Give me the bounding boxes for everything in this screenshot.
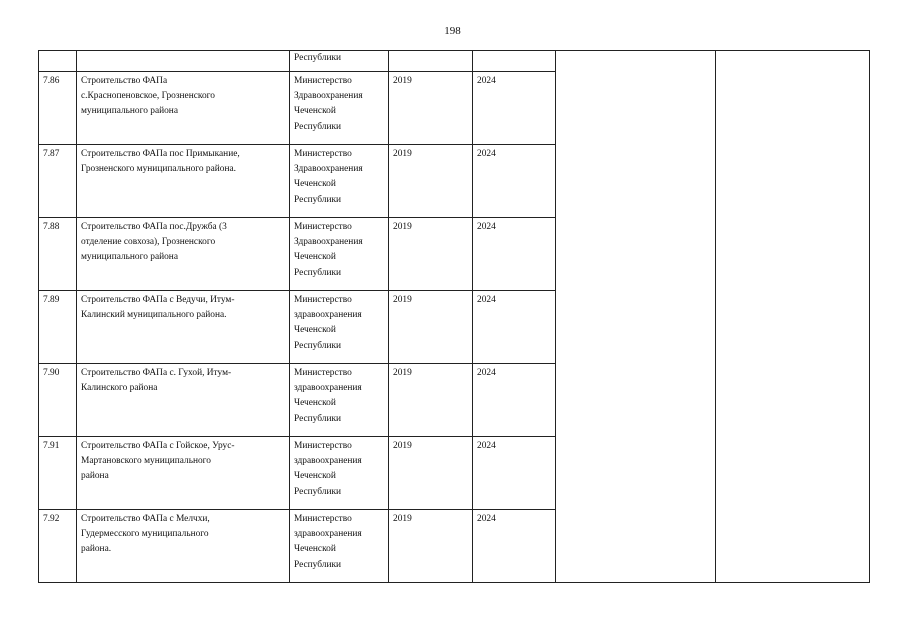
agency-cell [290, 145, 389, 218]
item-start-year: 2019 [393, 368, 412, 378]
name-cell [77, 364, 290, 437]
item-number: 7.91 [43, 441, 60, 451]
item-number: 7.88 [43, 222, 60, 232]
name-cell [77, 437, 290, 510]
num-cell [39, 72, 77, 145]
item-name: Строительство ФАПа с. Гухой, Итум- Калинского района [81, 368, 232, 394]
item-name: Строительство ФАПа с Ведучи, Итум- Калинский муниципального района. [81, 295, 235, 321]
item-name: Строительство ФАПа с.Краснопеновское, Грозненского муниципального района [81, 76, 215, 117]
item-name: Строительство ФАПа с Мелчхи, Гудермесского муниципального района. [81, 514, 210, 555]
item-agency: Министерство здравоохранения Чеченской Республики [294, 368, 362, 424]
name-cell [77, 291, 290, 364]
item-agency: Министерство здравоохранения Чеченской Республики [294, 441, 362, 497]
agency-cell [290, 437, 389, 510]
agency-cell [290, 72, 389, 145]
start-year-cell [389, 291, 473, 364]
agency-cell [290, 364, 389, 437]
end-year-cell [473, 510, 556, 583]
item-end-year: 2024 [477, 295, 496, 305]
end-year-cell [473, 291, 556, 364]
agency-cell [290, 291, 389, 364]
start-year-cell [389, 510, 473, 583]
item-end-year: 2024 [477, 368, 496, 378]
num-cell [39, 51, 77, 72]
name-cell [77, 510, 290, 583]
name-cell [77, 72, 290, 145]
item-name: Строительство ФАПа пос.Дружба (3 отделение совхоза), Грозненского муниципального района [81, 222, 227, 263]
name-cell [77, 145, 290, 218]
start-year-cell [389, 72, 473, 145]
end-year-cell [473, 437, 556, 510]
item-start-year: 2019 [393, 222, 412, 232]
end-year-cell [473, 145, 556, 218]
num-cell [39, 218, 77, 291]
item-end-year: 2024 [477, 441, 496, 451]
start-year-cell [389, 364, 473, 437]
item-agency: Министерство здравоохранения Чеченской Республики [294, 295, 362, 351]
item-number: 7.90 [43, 368, 60, 378]
agency-cell [290, 51, 389, 72]
start-year-cell [389, 218, 473, 291]
name-cell [77, 51, 290, 72]
item-number: 7.87 [43, 149, 60, 159]
item-end-year: 2024 [477, 76, 496, 86]
start-year-cell [389, 437, 473, 510]
item-start-year: 2019 [393, 441, 412, 451]
item-end-year: 2024 [477, 222, 496, 232]
merged-cell-7 [716, 51, 870, 583]
item-number: 7.92 [43, 514, 60, 524]
agency-cell [290, 218, 389, 291]
item-agency: Министерство Здравоохранения Чеченской Республики [294, 149, 363, 205]
name-cell [77, 218, 290, 291]
item-start-year: 2019 [393, 295, 412, 305]
page-number: 198 [444, 25, 461, 37]
item-agency: Министерство Здравоохранения Чеченской Республики [294, 76, 363, 132]
item-end-year: 2024 [477, 514, 496, 524]
num-cell [39, 364, 77, 437]
agency-cell [290, 510, 389, 583]
num-cell [39, 437, 77, 510]
end-year-cell [473, 72, 556, 145]
item-number: 7.86 [43, 76, 60, 86]
item-agency: Министерство Здравоохранения Чеченской Республики [294, 222, 363, 278]
item-number: 7.89 [43, 295, 60, 305]
item-start-year: 2019 [393, 76, 412, 86]
num-cell [39, 510, 77, 583]
end-year-cell [473, 51, 556, 72]
num-cell [39, 145, 77, 218]
end-year-cell [473, 364, 556, 437]
item-start-year: 2019 [393, 514, 412, 524]
item-end-year: 2024 [477, 149, 496, 159]
item-agency: Министерство здравоохранения Чеченской Республики [294, 514, 362, 570]
program-table [38, 50, 870, 583]
end-year-cell [473, 218, 556, 291]
merged-cell-6 [556, 51, 716, 583]
item-name: Строительство ФАПа с Гойское, Урус- Мартановского муниципального района [81, 441, 235, 482]
item-name: Строительство ФАПа пос Примыкание, Грозненского муниципального района. [81, 149, 240, 175]
agency-text: Республики [294, 53, 342, 63]
num-cell [39, 291, 77, 364]
start-year-cell [389, 51, 473, 72]
item-start-year: 2019 [393, 149, 412, 159]
start-year-cell [389, 145, 473, 218]
table-row-continuation [39, 51, 870, 72]
